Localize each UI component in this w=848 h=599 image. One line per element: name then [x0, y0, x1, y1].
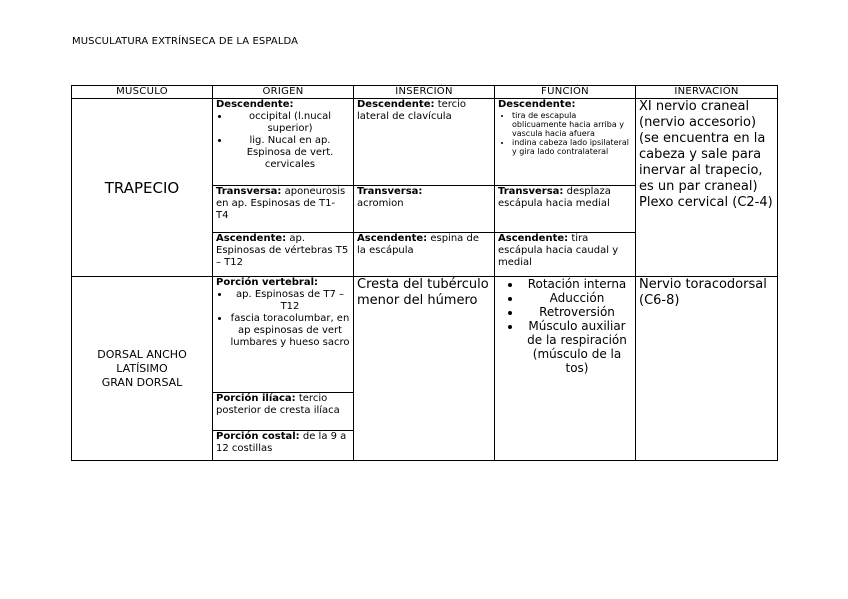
trapecio-descendente-row	[72, 99, 778, 186]
section-label: Descendente:	[216, 99, 294, 110]
trapecio-name: TRAPECIO	[72, 99, 213, 277]
list-item: • tira de escapula oblicuamente hacia arriba y vascula hacia afuera	[512, 111, 632, 138]
origin-text: aponeurosis en ap. Espinosas de T1- T4	[216, 186, 346, 221]
trapecio-transversa-insertion	[354, 186, 495, 233]
section-label: Descendente:	[357, 99, 435, 110]
insertion-text: espina de la escápula	[357, 233, 479, 256]
trapecio-ascendente-function	[495, 233, 636, 277]
list-item: • indina cabeza lado ipsilateral y gira lado contralateral	[512, 138, 632, 156]
trapecio-innervation: XI nervio craneal (nervio accesorio) (se encuentra en la cabeza y sale para inervar al trapecio, es un par craneal) Plexo cervical (C2-4)	[636, 99, 778, 277]
list-item: • Aducción	[522, 291, 632, 305]
page-title: MUSCULATURA EXTRÍNSECA DE LA ESPALDA	[72, 36, 299, 47]
header-row	[72, 86, 778, 99]
trapecio-descendente-function	[495, 99, 636, 186]
list-item: • fascia toracolumbar, en ap espinosas de vert lumbares y hueso sacro	[230, 313, 350, 349]
dorsal-function	[495, 277, 636, 461]
section-label: Transversa:	[498, 186, 564, 197]
section-label: Porción ilíaca:	[216, 393, 296, 404]
list-item: • ap. Espinosas de T7 – T12	[230, 289, 350, 313]
origin-text: ap. Espinosas de vértebras T5 – T12	[216, 233, 349, 268]
trapecio-transversa-origin	[213, 186, 354, 233]
section-label: Ascendente:	[357, 233, 428, 244]
dorsal-name-line: GRAN DORSAL	[101, 375, 183, 389]
trapecio-descendente-insertion	[354, 99, 495, 186]
muscle-table	[71, 85, 778, 461]
origin-text: de la 9 a 12 costillas	[216, 431, 347, 454]
trapecio-ascendente-origin	[213, 233, 354, 277]
dorsal-innervation: Nervio toracodorsal (C6-8)	[636, 277, 778, 461]
section-label: Ascendente:	[498, 233, 569, 244]
dorsal-name-line: LATÍSIMO	[116, 361, 168, 375]
section-label: Ascendente:	[216, 233, 287, 244]
trapecio-descendente-origin	[213, 99, 354, 186]
section-label: Descendente:	[498, 99, 576, 110]
header-function: FUNCIÓN	[495, 86, 636, 99]
header-muscle: MÚSCULO	[72, 86, 213, 99]
list-item: • Retroversión	[522, 305, 632, 319]
header-origin: ORIGEN	[213, 86, 354, 99]
trapecio-ascendente-insertion	[354, 233, 495, 277]
list-item: • Músculo auxiliar de la respiración (músculo de la tos)	[522, 319, 632, 375]
dorsal-vertebral-row	[72, 277, 778, 393]
header-insertion: INSERCIÓN	[354, 86, 495, 99]
section-label: Transversa:	[357, 186, 423, 197]
dorsal-vertebral-origin	[213, 277, 354, 393]
dorsal-insertion: Cresta del tubérculo menor del húmero	[354, 277, 495, 461]
dorsal-name-line: DORSAL ANCHO	[97, 347, 187, 361]
function-text: desplaza escápula hacia medial	[498, 186, 611, 209]
dorsal-name	[72, 277, 213, 461]
header-innervation: INERVACIÓN	[636, 86, 778, 99]
section-label: Porción vertebral:	[216, 277, 319, 288]
section-label: Porción costal:	[216, 431, 300, 442]
insertion-text: acromion	[357, 198, 404, 209]
insertion-text: tercio lateral de clavícula	[357, 99, 467, 122]
trapecio-transversa-function	[495, 186, 636, 233]
origin-text: tercio posterior de cresta ilíaca	[216, 393, 340, 416]
function-text: tira escápula hacia caudal y medial	[498, 233, 619, 268]
list-item: • Rotación interna	[522, 277, 632, 291]
section-label: Transversa:	[216, 186, 282, 197]
dorsal-costal-origin	[213, 431, 354, 461]
list-item: • occipital (l.nucal superior)	[230, 111, 350, 135]
dorsal-iliaca-origin	[213, 393, 354, 431]
list-item: • lig. Nucal en ap. Espinosa de vert. cervicales	[230, 135, 350, 171]
